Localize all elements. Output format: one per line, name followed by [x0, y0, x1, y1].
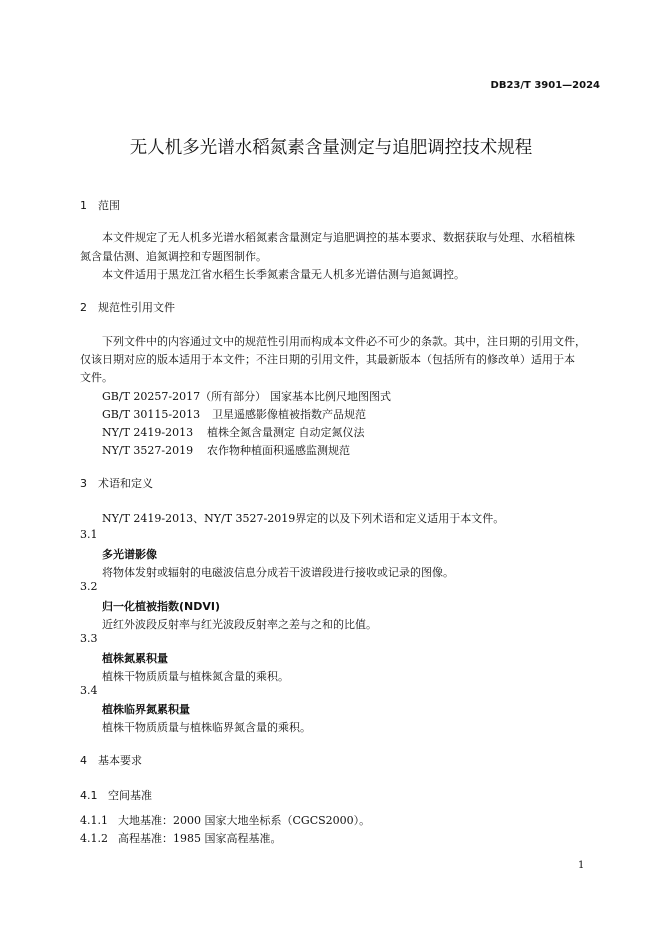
paragraph-line: 本文件规定了无人机多光谱水稻氮素含量测定与追肥调控的基本要求、数据获取与处理、水稻植株: [102, 231, 575, 244]
page-number: 1: [578, 860, 585, 871]
section-number: 4: [80, 754, 87, 767]
section-1-heading: [80, 197, 120, 213]
reference-code: NY/T 3527-2019: [102, 444, 194, 457]
term-definition: 植株干物质质量与植株临界氮含量的乘积。: [102, 721, 311, 734]
subsection-number: 4.1: [80, 789, 98, 802]
term-number: 3.4: [80, 684, 98, 697]
reference-name: 农作物种植面积遥感监测规范: [207, 444, 350, 457]
paragraph-line: 仅该日期对应的版本适用于本文件；不注日期的引用文件，其最新版本（包括所有的修改单）适用于本: [80, 353, 575, 366]
reference-item: [102, 442, 350, 458]
reference-item: [102, 406, 366, 422]
reference-name: 国家基本比例尺地图图式: [270, 390, 391, 403]
term-definition: 将物体发射或辐射的电磁波信息分成若干波谱段进行接收或记录的图像。: [102, 566, 454, 579]
paragraph-line: 下列文件中的内容通过文中的规范性引用而构成本文件必不可少的条款。其中，注日期的引用文件，: [102, 335, 586, 348]
section-title: 术语和定义: [98, 477, 153, 490]
paragraph-line: NY/T 2419-2013、NY/T 3527-2019界定的以及下列术语和定义适用于本文件。: [102, 512, 505, 525]
clause-item: [80, 812, 370, 828]
clause-text: 大地基准：2000 国家大地坐标系（CGCS2000）。: [118, 814, 371, 827]
clause-text: 高程基准：1985 国家高程基准。: [118, 832, 282, 845]
term-definition: 近红外波段反射率与红光波段反射率之差与之和的比值。: [102, 618, 377, 631]
section-title: 规范性引用文件: [98, 301, 175, 314]
reference-item: [102, 388, 391, 404]
clause-number: 4.1.2: [80, 832, 108, 845]
clause-item: [80, 830, 282, 846]
reference-item: [102, 424, 365, 440]
reference-code: GB/T 30115-2013: [102, 408, 201, 421]
subsection-4-1-heading: [80, 787, 152, 803]
term-number: 3.2: [80, 580, 98, 593]
section-number: 1: [80, 199, 87, 212]
term-number: 3.3: [80, 632, 98, 645]
term-name: 多光谱影像: [102, 548, 157, 561]
paragraph-line: 文件。: [80, 371, 113, 384]
section-title: 基本要求: [98, 754, 142, 767]
section-2-heading: [80, 299, 175, 315]
clause-number: 4.1.1: [80, 814, 108, 827]
section-4-heading: [80, 752, 142, 768]
paragraph-line: 氮含量估测、追氮调控和专题图制作。: [80, 250, 267, 263]
document-code: DB23/T 3901—2024: [490, 80, 600, 91]
reference-name: 植株全氮含量测定 自动定氮仪法: [207, 426, 365, 439]
term-name: 植株临界氮累积量: [102, 703, 190, 716]
term-name: 植株氮累积量: [102, 652, 168, 665]
reference-code: GB/T 20257-2017（所有部分）: [102, 390, 267, 403]
term-number: 3.1: [80, 528, 98, 541]
paragraph-line: 本文件适用于黑龙江省水稻生长季氮素含量无人机多光谱估测与追氮调控。: [102, 268, 465, 281]
section-number: 2: [80, 301, 87, 314]
subsection-title: 空间基准: [108, 789, 152, 802]
term-name: 归一化植被指数(NDVI): [102, 600, 220, 613]
reference-code: NY/T 2419-2013: [102, 426, 194, 439]
section-number: 3: [80, 477, 87, 490]
page-title: 无人机多光谱水稻氮素含量测定与追肥调控技术规程: [129, 138, 533, 158]
section-3-heading: [80, 475, 153, 491]
term-definition: 植株干物质质量与植株氮含量的乘积。: [102, 670, 289, 683]
section-title: 范围: [98, 199, 120, 212]
reference-name: 卫星遥感影像植被指数产品规范: [212, 408, 366, 421]
